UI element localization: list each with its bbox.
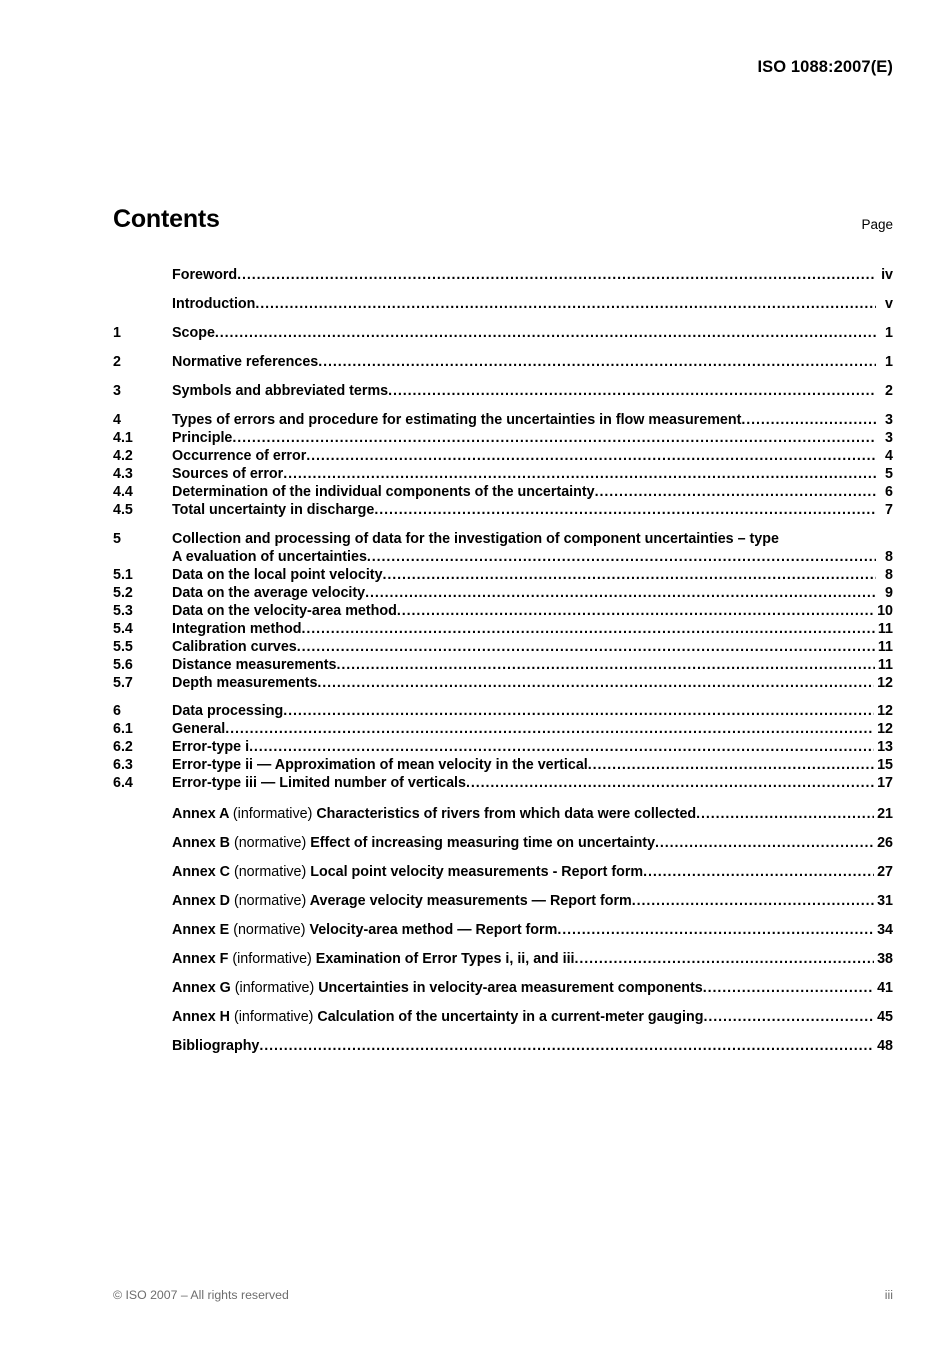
toc-entry-page: 11 bbox=[877, 657, 893, 674]
toc-entry-title: Depth measurements bbox=[172, 675, 318, 692]
toc-entry-title: Error-type ii — Approximation of mean velocity in the vertical bbox=[172, 757, 588, 774]
toc-entry-title: Bibliography bbox=[172, 1038, 260, 1055]
toc-entry-title: Symbols and abbreviated terms bbox=[172, 383, 389, 399]
toc-entry-number: 5.2 bbox=[113, 585, 133, 602]
toc-entry[interactable] bbox=[113, 602, 893, 620]
toc-entry[interactable] bbox=[113, 483, 893, 501]
annex-qualifier: (informative) bbox=[234, 980, 315, 997]
toc-entry[interactable] bbox=[113, 774, 893, 792]
toc-entry-title: Scope bbox=[172, 325, 215, 341]
dot-leader bbox=[255, 295, 876, 309]
toc-entry-page: v bbox=[885, 296, 893, 312]
toc-entry-page: 31 bbox=[877, 893, 893, 910]
dot-leader bbox=[301, 620, 874, 634]
toc-entry-number: 4.3 bbox=[113, 466, 133, 482]
section-spacer bbox=[113, 792, 893, 805]
toc-entry-page: 45 bbox=[877, 1009, 893, 1026]
toc-entry-title bbox=[172, 805, 696, 823]
dot-leader bbox=[249, 738, 874, 752]
toc-entry-title: Types of errors and procedure for estimating the uncertainties in flow measurement bbox=[172, 412, 742, 428]
toc-entry-number: 5.1 bbox=[113, 567, 133, 584]
toc-entry-page: 6 bbox=[885, 484, 893, 500]
page-column-label: Page bbox=[861, 217, 893, 232]
dot-leader bbox=[283, 465, 876, 479]
toc-entry-title: Data on the local point velocity bbox=[172, 567, 383, 584]
dot-leader bbox=[365, 584, 876, 598]
toc-entry-page: 9 bbox=[885, 585, 893, 602]
toc-annex-entry[interactable] bbox=[113, 1008, 893, 1026]
toc-entry-number: 6.3 bbox=[113, 757, 133, 774]
toc-entry[interactable] bbox=[113, 411, 893, 429]
toc-entry-number: 1 bbox=[113, 325, 121, 341]
toc-entry-title: Calibration curves bbox=[172, 639, 297, 656]
dot-leader bbox=[225, 720, 874, 734]
toc-entry-number: 5.6 bbox=[113, 657, 133, 674]
dot-leader bbox=[557, 921, 874, 935]
toc-entry-number: 4.2 bbox=[113, 448, 133, 464]
annex-qualifier: (normative) bbox=[233, 835, 307, 852]
toc-entry-title: Total uncertainty in discharge bbox=[172, 502, 375, 518]
toc-entry-title: Collection and processing of data for the investigation of component uncertainties – type bbox=[172, 531, 779, 548]
dot-leader bbox=[397, 602, 874, 616]
toc-entry[interactable] bbox=[113, 324, 893, 342]
toc-entry-number: 5.5 bbox=[113, 639, 133, 656]
dot-leader bbox=[741, 411, 876, 425]
toc-entry[interactable] bbox=[113, 620, 893, 638]
table-of-contents bbox=[113, 266, 893, 1066]
toc-entry-number: 6.1 bbox=[113, 721, 133, 738]
toc-annex-entry[interactable] bbox=[113, 979, 893, 997]
toc-entry-page: 12 bbox=[877, 721, 893, 738]
annex-label: Annex B bbox=[172, 835, 234, 852]
dot-leader bbox=[259, 1037, 874, 1051]
toc-entry-title bbox=[172, 950, 575, 968]
annex-title: Characteristics of rivers from which data were collected bbox=[312, 806, 697, 823]
toc-annex-entry[interactable] bbox=[113, 950, 893, 968]
toc-entry-page: 11 bbox=[877, 639, 893, 656]
dot-leader bbox=[297, 638, 875, 652]
toc-entry-title: Sources of error bbox=[172, 466, 284, 482]
annex-qualifier: (normative) bbox=[233, 893, 307, 910]
toc-entry-title: Error-type iii — Limited number of verticals bbox=[172, 775, 466, 792]
dot-leader bbox=[779, 529, 876, 543]
toc-entry-title: Determination of the individual components of the uncertainty bbox=[172, 484, 595, 500]
toc-entry-page: 26 bbox=[877, 835, 893, 852]
dot-leader bbox=[306, 447, 876, 461]
toc-entry-page: 21 bbox=[877, 806, 893, 823]
toc-entry-number: 6 bbox=[113, 703, 121, 720]
toc-entry-page: 38 bbox=[877, 951, 893, 968]
toc-entry[interactable] bbox=[113, 447, 893, 465]
annex-label: Annex F bbox=[172, 951, 233, 968]
toc-entry-title: Occurrence of error bbox=[172, 448, 307, 464]
toc-entry-title: Distance measurements bbox=[172, 657, 337, 674]
toc-annex-entry[interactable] bbox=[113, 892, 893, 910]
toc-entry-number: 6.4 bbox=[113, 775, 133, 792]
toc-entry[interactable] bbox=[113, 738, 893, 756]
dot-leader bbox=[588, 756, 874, 770]
toc-entry-page: 1 bbox=[885, 325, 893, 341]
annex-label: Annex E bbox=[172, 922, 234, 939]
toc-entry-title bbox=[172, 1008, 703, 1026]
toc-entry-page: 3 bbox=[885, 412, 893, 428]
toc-entry-page: 12 bbox=[877, 703, 893, 720]
toc-entry-page: 48 bbox=[877, 1038, 893, 1055]
toc-annex-entry[interactable] bbox=[113, 805, 893, 823]
annex-title: Average velocity measurements — Report form bbox=[306, 893, 632, 910]
toc-entry-page: 10 bbox=[877, 603, 893, 620]
toc-entry-page: 11 bbox=[877, 621, 893, 638]
toc-annex-entry[interactable] bbox=[113, 921, 893, 939]
toc-entry-title bbox=[172, 979, 703, 997]
toc-entry-number: 5.7 bbox=[113, 675, 133, 692]
copyright-notice: © ISO 2007 – All rights reserved bbox=[113, 1288, 289, 1302]
annex-qualifier: (informative) bbox=[232, 806, 313, 823]
toc-entry[interactable] bbox=[113, 465, 893, 483]
toc-annex-entry[interactable] bbox=[113, 834, 893, 852]
annex-title: Velocity-area method — Report form bbox=[305, 922, 558, 939]
toc-entry-title: Error-type i bbox=[172, 739, 250, 756]
dot-leader bbox=[632, 892, 874, 906]
toc-entry[interactable] bbox=[113, 656, 893, 674]
toc-entry-title: Data processing bbox=[172, 703, 284, 720]
annex-qualifier: (informative) bbox=[232, 951, 312, 968]
toc-entry[interactable] bbox=[113, 756, 893, 774]
toc-entry-title bbox=[172, 892, 632, 910]
annex-title: Examination of Error Types i, ii, and iii bbox=[311, 951, 575, 968]
toc-entry-title: Data on the average velocity bbox=[172, 585, 366, 602]
toc-entry[interactable] bbox=[113, 720, 893, 738]
dot-leader bbox=[367, 548, 876, 562]
toc-entry-title: Foreword bbox=[172, 267, 238, 283]
toc-entry-page: 5 bbox=[885, 466, 893, 482]
toc-entry[interactable] bbox=[113, 529, 893, 548]
dot-leader bbox=[383, 566, 876, 580]
toc-entry-page: 1 bbox=[885, 354, 893, 370]
dot-leader bbox=[643, 863, 874, 877]
annex-title: Uncertainties in velocity-area measurement components bbox=[314, 980, 703, 997]
annex-label: Annex A bbox=[172, 806, 233, 823]
toc-entry-page: 8 bbox=[885, 549, 893, 566]
dot-leader bbox=[283, 702, 874, 716]
toc-entry-page: 7 bbox=[885, 502, 893, 518]
dot-leader bbox=[595, 483, 876, 497]
annex-title: Calculation of the uncertainty in a current-meter gauging bbox=[313, 1009, 704, 1026]
footer-page-number: iii bbox=[884, 1288, 893, 1302]
annex-qualifier: (normative) bbox=[233, 922, 306, 939]
dot-leader bbox=[703, 979, 874, 993]
toc-entry[interactable] bbox=[113, 566, 893, 584]
toc-entry-title: Integration method bbox=[172, 621, 302, 638]
toc-entry-page: 8 bbox=[885, 567, 893, 584]
toc-entry[interactable] bbox=[113, 295, 893, 313]
toc-entry[interactable] bbox=[113, 353, 893, 371]
annex-title: Local point velocity measurements - Report form bbox=[306, 864, 644, 881]
toc-entry-title: Normative references bbox=[172, 354, 319, 370]
toc-entry-number: 5.3 bbox=[113, 603, 133, 620]
annex-title: Effect of increasing measuring time on uncertainty bbox=[306, 835, 656, 852]
dot-leader bbox=[232, 429, 876, 443]
annex-label: Annex D bbox=[172, 893, 234, 910]
toc-entry-page: 15 bbox=[877, 757, 893, 774]
toc-entry-page: 2 bbox=[885, 383, 893, 399]
toc-entry-title: A evaluation of uncertainties bbox=[172, 549, 367, 566]
toc-entry[interactable] bbox=[113, 548, 893, 566]
toc-entry-number: 4.4 bbox=[113, 484, 133, 500]
dot-leader bbox=[575, 950, 875, 964]
toc-entry-page: iv bbox=[881, 267, 893, 283]
toc-entry-title bbox=[172, 834, 655, 852]
dot-leader bbox=[696, 805, 874, 819]
toc-entry-number: 5 bbox=[113, 531, 121, 548]
toc-entry-page: 12 bbox=[877, 675, 893, 692]
annex-qualifier: (informative) bbox=[233, 1009, 314, 1026]
dot-leader bbox=[466, 774, 874, 788]
toc-entry-number: 3 bbox=[113, 383, 121, 399]
dot-leader bbox=[337, 656, 875, 670]
toc-entry[interactable] bbox=[113, 584, 893, 602]
dot-leader bbox=[318, 353, 876, 367]
contents-header bbox=[113, 205, 893, 237]
toc-entry[interactable] bbox=[113, 638, 893, 656]
annex-label: Annex G bbox=[172, 980, 235, 997]
toc-entry-number: 2 bbox=[113, 354, 121, 370]
toc-entry-number: 4 bbox=[113, 412, 121, 428]
toc-entry[interactable] bbox=[113, 266, 893, 284]
dot-leader bbox=[237, 266, 876, 280]
page-footer bbox=[113, 1288, 893, 1306]
toc-entry[interactable] bbox=[113, 429, 893, 447]
toc-entry-page: 41 bbox=[877, 980, 893, 997]
toc-entry-number: 6.2 bbox=[113, 739, 133, 756]
dot-leader bbox=[703, 1008, 874, 1022]
toc-entry[interactable] bbox=[113, 674, 893, 692]
annex-label: Annex H bbox=[172, 1009, 234, 1026]
toc-entry-title: Principle bbox=[172, 430, 233, 446]
toc-entry-title: General bbox=[172, 721, 226, 738]
toc-entry-page: 27 bbox=[877, 864, 893, 881]
dot-leader bbox=[655, 834, 874, 848]
toc-entry-number: 5.4 bbox=[113, 621, 133, 638]
toc-entry-page: 34 bbox=[877, 922, 893, 939]
toc-annex-entry[interactable] bbox=[113, 863, 893, 881]
toc-entry-number: 4.1 bbox=[113, 430, 133, 446]
toc-entry-title bbox=[172, 863, 643, 881]
toc-entry[interactable] bbox=[113, 501, 893, 519]
toc-entry[interactable] bbox=[113, 702, 893, 720]
dot-leader bbox=[215, 324, 876, 338]
page-title: Contents bbox=[113, 205, 220, 233]
annex-qualifier: (normative) bbox=[233, 864, 307, 881]
toc-entry-title: Introduction bbox=[172, 296, 256, 312]
toc-entry[interactable] bbox=[113, 382, 893, 400]
toc-entry-title: Data on the velocity-area method bbox=[172, 603, 397, 620]
toc-entry-number: 4.5 bbox=[113, 502, 133, 518]
toc-entry-page: 3 bbox=[885, 430, 893, 446]
toc-entry-page: 4 bbox=[885, 448, 893, 464]
toc-bibliography-entry[interactable] bbox=[113, 1037, 893, 1055]
dot-leader bbox=[317, 674, 874, 688]
dot-leader bbox=[388, 382, 876, 396]
dot-leader bbox=[374, 501, 876, 515]
running-header: ISO 1088:2007(E) bbox=[757, 58, 893, 76]
toc-entry-page: 17 bbox=[877, 775, 893, 792]
annex-label: Annex C bbox=[172, 864, 234, 881]
toc-entry-title bbox=[172, 921, 557, 939]
toc-entry-page: 13 bbox=[877, 739, 893, 756]
